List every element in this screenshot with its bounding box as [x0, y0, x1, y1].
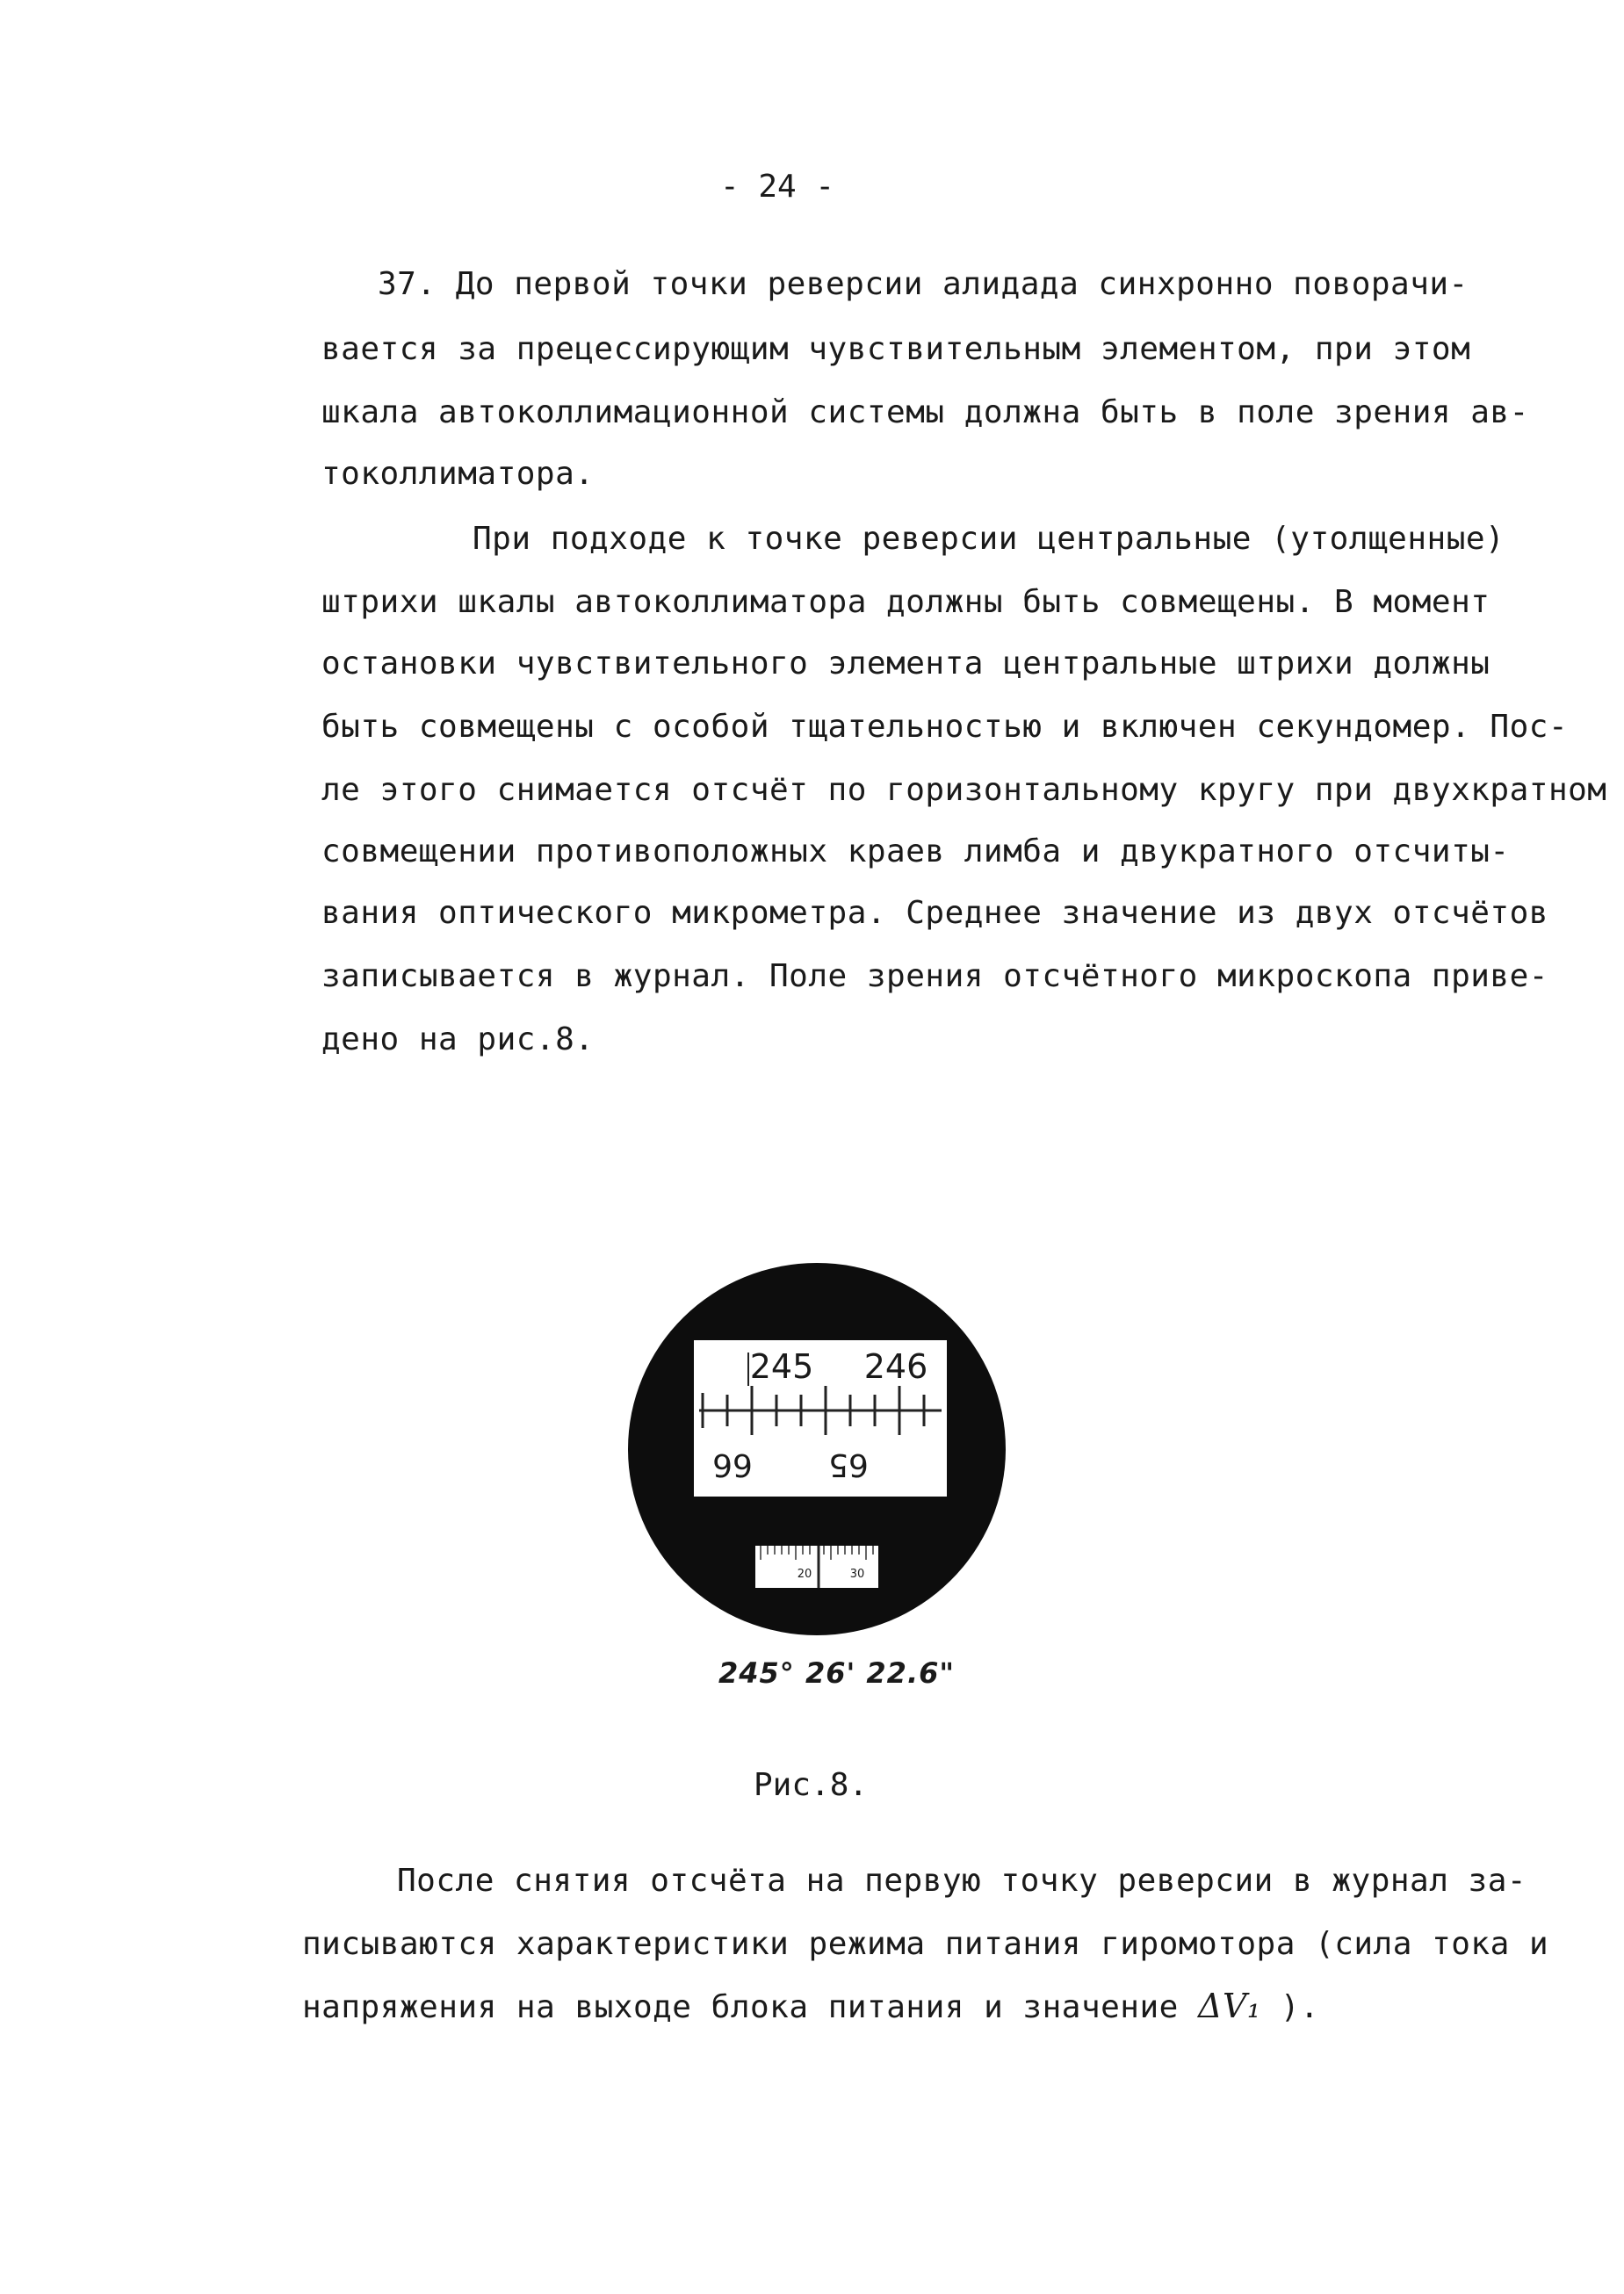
paragraph-2-line-5: ле этого снимается отсчёт по горизонтальному кругу при двухкратном [321, 772, 1607, 808]
paragraph-2-line-8: записывается в журнал. Поле зрения отсчётного микроскопа приве- [321, 958, 1548, 994]
page-number: - 24 - [720, 169, 835, 205]
paragraph-2-line-2: штрихи шкалы автоколлиматора должны быть совмещены. В момент [321, 584, 1490, 620]
microscope-field-svg [624, 1256, 1010, 1642]
paragraph-1-line-1: 37. До первой точки реверсии алидада синхронно поворачи- [378, 266, 1469, 302]
micrometer-window [755, 1546, 878, 1588]
upper-right-label: 246 [863, 1347, 928, 1386]
delta-v1-symbol: ΔV₁ [1198, 1987, 1261, 2025]
upper-left-label: 245 [749, 1347, 814, 1386]
micrometer-label-right: 30 [849, 1568, 865, 1581]
paragraph-1-line-3: шкала автоколлимационной системы должна быть в поле зрения ав- [321, 394, 1529, 430]
micrometer-label-left: 20 [797, 1568, 812, 1581]
paragraph-2-line-6: совмещении противоположных краев лимба и двукратного отсчиты- [321, 833, 1510, 869]
paragraph-3-line-2: писываются характеристики режима питания гиромотора (сила тока и [302, 1926, 1549, 1962]
paragraph-3-line-3-text: напряжения на выходе блока питания и значение [302, 1989, 1179, 2025]
paragraph-1-line-2: вается за прецессирующим чувствительным элементом, при этом [321, 331, 1471, 367]
paragraph-2-line-1: При подходе к точке реверсии центральные (утолщенные) [473, 521, 1505, 557]
lower-left-label: 66 [712, 1446, 753, 1482]
paragraph-2-line-7: вания оптического микрометра. Среднее значение из двух отсчётов [321, 895, 1548, 931]
paragraph-2-line-9: дено на рис.8. [321, 1021, 595, 1057]
paragraph-3-line-3 [302, 1987, 1319, 2027]
paragraph-3-line-1: После снятия отсчёта на первую точку реверсии в журнал за- [397, 1863, 1527, 1899]
microscope-field-figure [624, 1256, 1010, 1642]
lower-right-label: 65 [828, 1446, 869, 1482]
figure-caption: Рис.8. [754, 1767, 869, 1803]
paragraph-1-line-4: токоллиматора. [321, 456, 595, 492]
paragraph-2-line-3: остановки чувствительного элемента центральные штрихи должны [321, 646, 1490, 682]
paragraph-2-line-4: быть совмещены с особой тщательностью и включен секундомер. Пос- [321, 709, 1569, 745]
paragraph-3-line-3-end: ). [1260, 1989, 1320, 2025]
figure-reading: 245° 26' 22.6" [718, 1656, 956, 1690]
